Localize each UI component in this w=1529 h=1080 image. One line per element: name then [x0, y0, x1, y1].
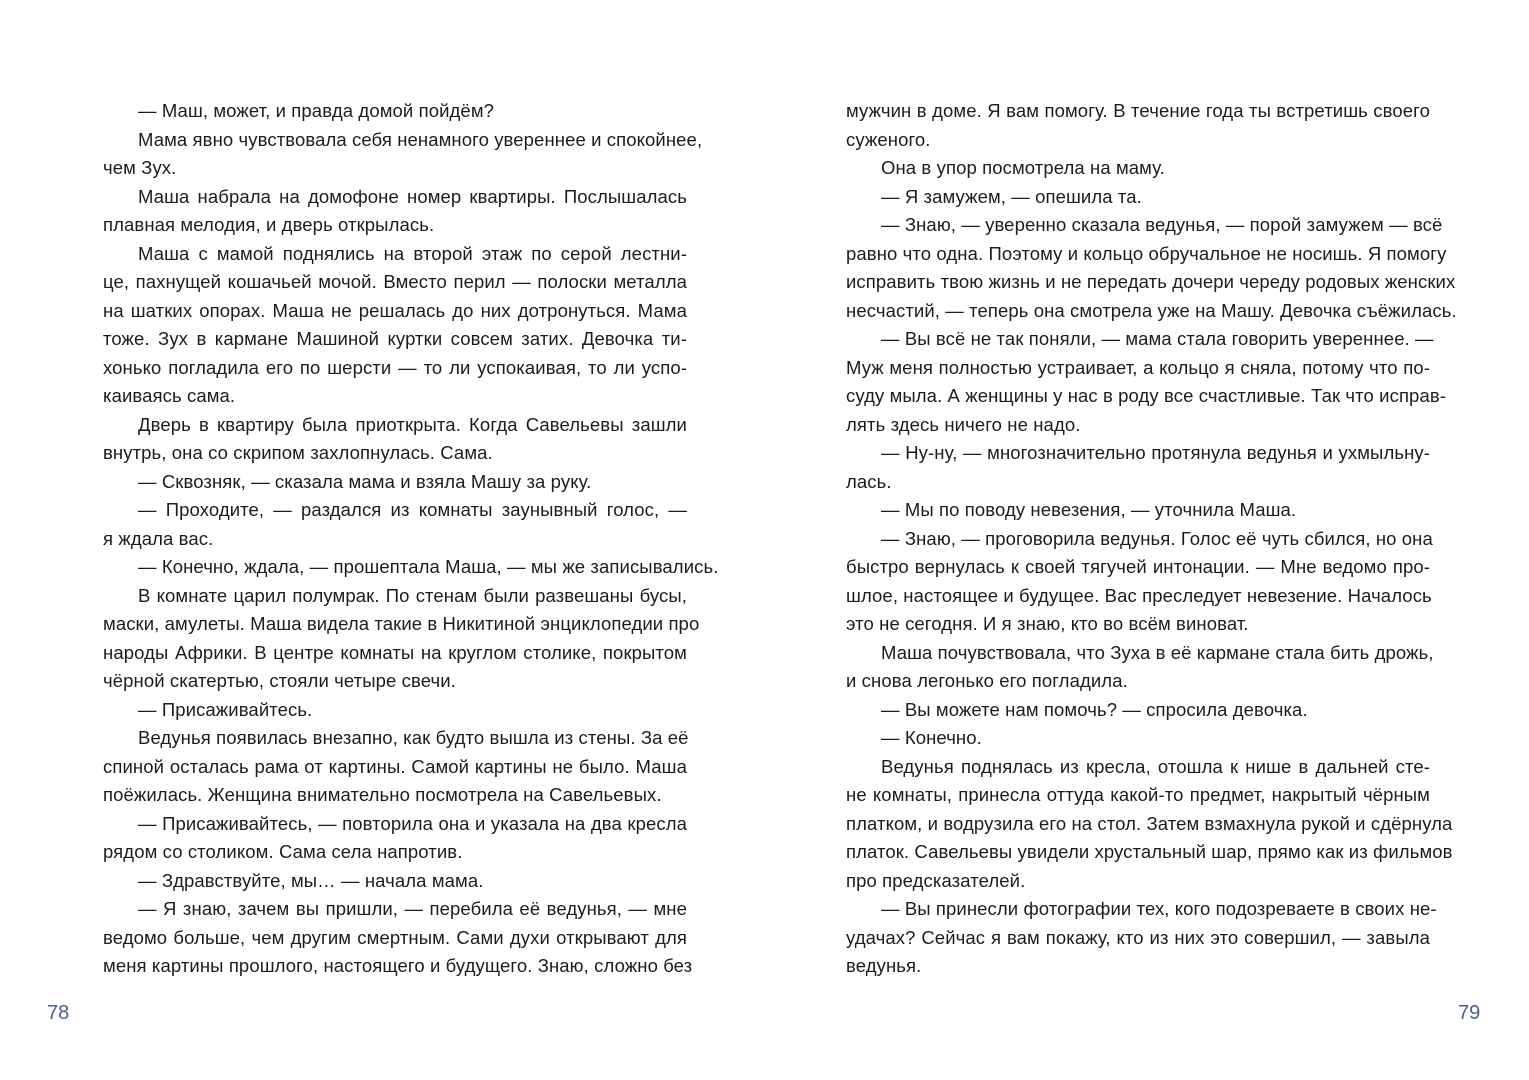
text-line: — Здравствуйте, мы… — начала мама.	[138, 869, 484, 891]
text-line: — Вы всё не так поняли, — мама стала говорить увереннее. —	[881, 328, 1434, 349]
text-line: — Знаю, — уверенно сказала ведунья, — порой замужем — всё	[881, 214, 1443, 235]
text-line: В комнате царил полумрак. По стенам были развешаны бусы,	[138, 584, 687, 606]
right-page-text	[846, 97, 1457, 981]
text-line: платком, и водрузила его на стол. Затем взмахнула рукой и сдёрнула	[846, 812, 1453, 834]
text-line: не комнаты, принесла оттуда какой-то предмет, накрытый чёрным	[846, 784, 1430, 805]
text-line: суженого.	[846, 128, 931, 150]
text-line: — Маш, может, и правда домой пойдём?	[138, 100, 495, 121]
text-line: Она в упор посмотрела на маму.	[881, 157, 1165, 178]
text-line: — Сквозняк, — сказала мама и взяла Машу за руку.	[138, 470, 592, 492]
left-page-number: 78	[47, 1002, 70, 1024]
text-line: — Присаживайтесь, — повторила она и указала на два кресла	[138, 812, 687, 834]
text-line: — Вы принесли фотографии тех, кого подозреваете в своих не-	[881, 898, 1437, 919]
text-line: Ведунья поднялась из кресла, отошла к нише в дальней сте-	[881, 755, 1430, 777]
text-line: и снова легонько его погладила.	[846, 670, 1128, 691]
text-line: — Вы можете нам помочь? — спросила девочка.	[881, 698, 1308, 720]
text-line: внутрь, она со скрипом захлопнулась. Сама.	[103, 442, 493, 463]
text-line: на шатких опорах. Маша не решалась до них дотронуться. Мама	[103, 299, 687, 321]
text-line: я ждала вас.	[103, 527, 214, 549]
left-page-text	[103, 97, 719, 981]
text-line: маски, амулеты. Маша видела такие в Никитиной энциклопедии про	[103, 613, 700, 634]
text-line: це, пахнущей кошачьей мочой. Вместо перил — полоски металла	[103, 271, 687, 292]
text-line: суду мыла. А женщины у нас в роду все счастливые. Так что исправ-	[846, 385, 1447, 406]
text-line: лась.	[846, 470, 892, 492]
text-line: рядом со столиком. Сама села напротив.	[103, 841, 463, 862]
text-line: — Конечно.	[881, 727, 982, 748]
text-line: — Знаю, — проговорила ведунья. Голос её чуть сбился, но она	[881, 527, 1433, 549]
text-line: Маша с мамой поднялись на второй этаж по серой лестни-	[138, 242, 687, 264]
text-line: чёрной скатертью, стояли четыре свечи.	[103, 670, 456, 691]
text-line: поёжилась. Женщина внимательно посмотрела на Савельевых.	[103, 784, 662, 805]
text-line: — Мы по поводу невезения, — уточнила Маша.	[881, 499, 1297, 520]
text-line: тоже. Зух в кармане Машиной куртки совсем затих. Девочка ти-	[103, 328, 687, 349]
text-line: Мама явно чувствовала себя ненамного увереннее и спокойнее,	[138, 128, 703, 150]
text-line: Муж меня полностью устраивает, а кольцо я сняла, потому что по-	[846, 356, 1430, 378]
text-line: быстро вернулась к своей тягучей интонации. — Мне ведомо про-	[846, 556, 1430, 577]
text-line: — Я замужем, — опешила та.	[881, 185, 1142, 207]
text-line: плавная мелодия, и дверь открылась.	[103, 214, 435, 235]
text-line: — Присаживайтесь.	[138, 698, 313, 720]
text-line: Маша почувствовала, что Зуха в её кармане стала бить дрожь,	[881, 641, 1434, 663]
text-line: шлое, настоящее и будущее. Вас преследует невезение. Началось	[846, 584, 1432, 606]
text-line: — Ну-ну, — многозначительно протянула ведунья и ухмыльну-	[881, 442, 1430, 463]
text-line: лять здесь ничего не надо.	[846, 413, 1081, 435]
text-line: — Конечно, ждала, — прошептала Маша, — мы же записывались.	[138, 556, 719, 577]
text-line: чем Зух.	[103, 157, 177, 178]
text-line: меня картины прошлого, настоящего и будущего. Знаю, сложно без	[103, 955, 693, 976]
text-line: спиной осталась рама от картины. Самой картины не было. Маша	[103, 755, 687, 777]
text-line: — Проходите, — раздался из комнаты заунывный голос, —	[138, 499, 687, 520]
text-line: про предсказателей.	[846, 869, 1026, 891]
text-line: платок. Савельевы увидели хрустальный шар, прямо как из фильмов	[846, 841, 1453, 862]
text-line: хонько погладила его по шерсти — то ли успокаивая, то ли успо-	[103, 356, 687, 378]
text-line: мужчин в доме. Я вам помогу. В течение года ты встретишь своего	[846, 100, 1430, 121]
right-page-number: 79	[1458, 1002, 1481, 1024]
text-line: Ведунья появилась внезапно, как будто вышла из стены. За её	[138, 727, 689, 748]
text-line: каиваясь сама.	[103, 385, 236, 406]
text-line: несчастий, — теперь она смотрела уже на Машу. Девочка съёжилась.	[846, 299, 1457, 321]
text-line: исправить твою жизнь и не передать дочери череду родовых женских	[846, 271, 1456, 292]
text-line: — Я знаю, зачем вы пришли, — перебила её ведунья, — мне	[138, 898, 687, 919]
text-line: ведомо больше, чем другим смертным. Сами духи открывают для	[103, 926, 687, 948]
text-line: народы Африки. В центре комнаты на круглом столике, покрытом	[103, 641, 687, 663]
text-line: это не сегодня. И я знаю, кто во всём виноват.	[846, 613, 1249, 634]
text-line: равно что одна. Поэтому и кольцо обручальное не носишь. Я помогу	[846, 242, 1447, 264]
text-line: удачах? Сейчас я вам покажу, кто из них это совершил, — завыла	[846, 926, 1430, 948]
text-line: Дверь в квартиру была приоткрыта. Когда Савельевы зашли	[138, 413, 687, 435]
text-line: ведунья.	[846, 955, 922, 976]
text-line: Маша набрала на домофоне номер квартиры. Послышалась	[138, 185, 687, 207]
